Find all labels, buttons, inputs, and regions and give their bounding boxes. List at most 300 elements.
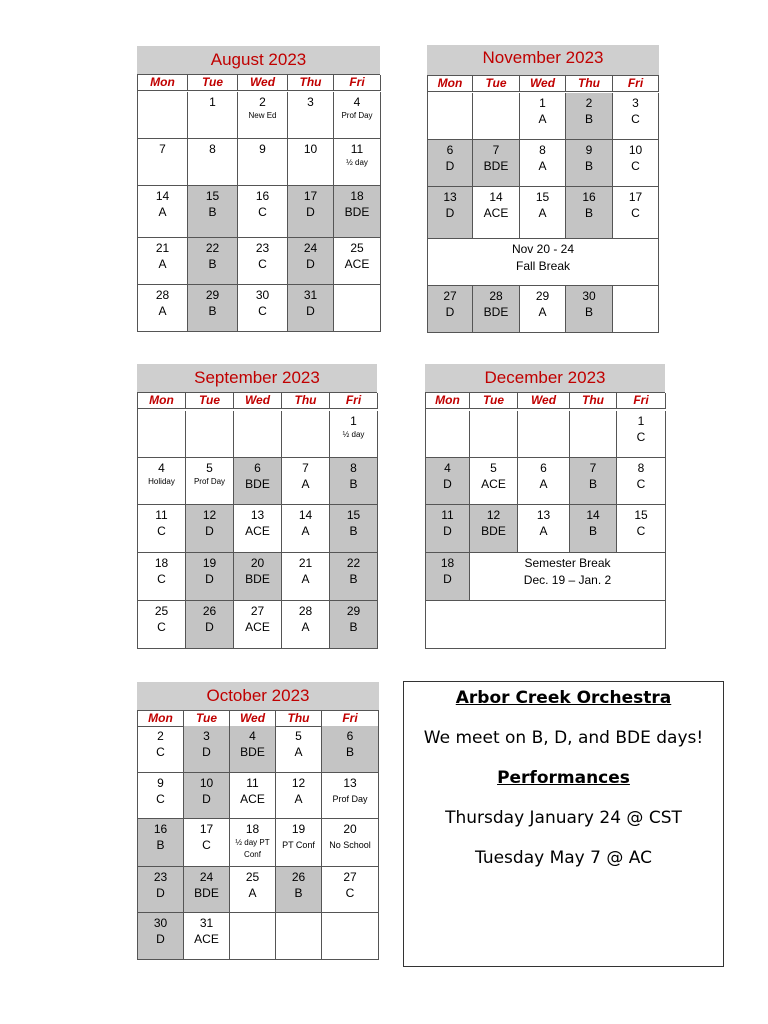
day-cell bbox=[238, 285, 288, 332]
day-number: 10 bbox=[199, 776, 214, 790]
day-header-tue: Tue bbox=[184, 711, 230, 727]
day-rotation-letter: B bbox=[208, 257, 217, 271]
day-number: 28 bbox=[155, 288, 170, 302]
day-number: 3 bbox=[307, 95, 314, 109]
day-cell bbox=[428, 93, 473, 140]
day-number: 29 bbox=[346, 604, 361, 618]
day-rotation-letter: D bbox=[156, 932, 165, 946]
day-number: 22 bbox=[205, 241, 220, 255]
day-number: 7 bbox=[302, 461, 309, 475]
day-cell bbox=[288, 238, 334, 285]
day-cell bbox=[230, 819, 276, 867]
day-number: 14 bbox=[155, 189, 170, 203]
day-number: 17 bbox=[199, 822, 214, 836]
day-number: 26 bbox=[202, 604, 217, 618]
day-rotation-letter: ACE bbox=[194, 932, 219, 946]
day-number: 2 bbox=[585, 96, 593, 110]
december-calendar bbox=[425, 364, 665, 649]
day-number: 6 bbox=[346, 729, 354, 743]
day-number: 14 bbox=[586, 508, 600, 522]
day-cell bbox=[617, 458, 666, 505]
september-grid bbox=[137, 392, 377, 649]
day-number: 28 bbox=[489, 289, 503, 303]
day-rotation-letter: BDE bbox=[240, 745, 265, 759]
day-cell bbox=[138, 726, 184, 773]
day-number: 31 bbox=[303, 288, 318, 302]
day-header-tue: Tue bbox=[473, 76, 520, 92]
day-rotation-letter: C bbox=[631, 159, 640, 173]
day-number: 31 bbox=[199, 916, 214, 930]
day-cell bbox=[234, 601, 282, 649]
day-cell bbox=[138, 92, 188, 139]
day-cell bbox=[428, 140, 473, 187]
day-rotation-letter: B bbox=[208, 205, 217, 219]
day-header-fri: Fri bbox=[613, 76, 659, 92]
day-number: 19 bbox=[202, 556, 217, 570]
day-cell bbox=[234, 553, 282, 601]
day-rotation-letter: C bbox=[345, 886, 355, 900]
day-number: 12 bbox=[291, 776, 306, 790]
day-header-fri: Fri bbox=[617, 393, 666, 409]
day-rotation-letter: B bbox=[349, 477, 358, 491]
day-cell bbox=[138, 411, 186, 458]
day-cell bbox=[188, 285, 238, 332]
day-cell bbox=[230, 867, 276, 913]
day-number: 5 bbox=[206, 461, 213, 475]
day-header-wed: Wed bbox=[238, 75, 288, 91]
day-number: 20 bbox=[343, 822, 357, 836]
day-header-wed: Wed bbox=[234, 393, 282, 409]
day-rotation-letter: C bbox=[258, 205, 267, 219]
day-number: 29 bbox=[205, 288, 220, 302]
day-number: 25 bbox=[154, 604, 169, 618]
day-cell bbox=[566, 187, 613, 239]
day-number: 15 bbox=[205, 189, 220, 203]
day-number: 23 bbox=[255, 241, 270, 255]
day-rotation-letter: A bbox=[539, 477, 548, 491]
day-cell bbox=[234, 505, 282, 553]
day-rotation-letter: A bbox=[248, 886, 257, 900]
day-number: 18 bbox=[350, 189, 364, 203]
day-note: PT Conf bbox=[282, 840, 315, 850]
day-number: 5 bbox=[295, 729, 302, 743]
day-cell bbox=[288, 92, 334, 139]
day-rotation-letter: C bbox=[156, 745, 165, 759]
day-note: ½ day bbox=[346, 158, 368, 167]
day-header-fri: Fri bbox=[330, 393, 378, 409]
august-grid bbox=[137, 74, 380, 332]
performances-heading: Performances bbox=[497, 768, 630, 788]
day-rotation-letter: D bbox=[202, 792, 211, 806]
day-cell bbox=[470, 505, 518, 553]
day-cell bbox=[473, 286, 520, 333]
day-rotation-letter: ACE bbox=[481, 477, 506, 491]
day-number: 2 bbox=[157, 729, 164, 743]
day-header-wed: Wed bbox=[520, 76, 566, 92]
day-cell bbox=[334, 285, 381, 332]
day-number: 9 bbox=[259, 142, 266, 156]
day-cell bbox=[322, 819, 379, 867]
day-cell bbox=[184, 773, 230, 819]
day-header-thu: Thu bbox=[276, 711, 322, 727]
day-rotation-letter: ACE bbox=[245, 524, 270, 538]
day-number: 13 bbox=[250, 508, 265, 522]
day-rotation-letter: A bbox=[158, 304, 167, 318]
day-number: 19 bbox=[291, 822, 306, 836]
day-rotation-letter: A bbox=[538, 305, 547, 319]
day-note: Prof Day bbox=[332, 794, 368, 804]
day-header-fri: Fri bbox=[322, 711, 379, 727]
day-number: 27 bbox=[443, 289, 457, 303]
day-rotation-letter: BDE bbox=[194, 886, 219, 900]
day-number: 21 bbox=[298, 556, 313, 570]
day-number: 4 bbox=[444, 461, 451, 475]
day-cell bbox=[188, 92, 238, 139]
day-rotation-letter: D bbox=[443, 572, 452, 586]
day-cell bbox=[230, 773, 276, 819]
day-cell bbox=[276, 913, 322, 960]
day-number: 5 bbox=[490, 461, 497, 475]
day-number: 11 bbox=[246, 776, 259, 790]
day-rotation-letter: ACE bbox=[245, 620, 270, 634]
day-header-mon: Mon bbox=[138, 711, 184, 727]
day-number: 3 bbox=[632, 96, 639, 110]
day-number: 7 bbox=[159, 142, 166, 156]
day-number: 26 bbox=[291, 870, 306, 884]
semester-break-dates: Dec. 19 – Jan. 2 bbox=[523, 573, 612, 587]
day-header-fri: Fri bbox=[334, 75, 381, 91]
day-cell bbox=[186, 553, 234, 601]
day-number: 17 bbox=[628, 190, 643, 204]
day-cell bbox=[322, 726, 379, 773]
day-cell bbox=[238, 238, 288, 285]
day-cell bbox=[330, 458, 378, 505]
day-cell bbox=[138, 773, 184, 819]
day-number: 15 bbox=[535, 190, 550, 204]
day-number: 12 bbox=[202, 508, 217, 522]
day-rotation-letter: BDE bbox=[481, 524, 506, 538]
november-title: November 2023 bbox=[427, 45, 659, 75]
day-number: 16 bbox=[153, 822, 168, 836]
day-cell bbox=[473, 140, 520, 187]
day-cell bbox=[288, 139, 334, 186]
day-number: 1 bbox=[637, 414, 645, 428]
day-cell bbox=[470, 411, 518, 458]
day-number: 3 bbox=[203, 729, 210, 743]
day-cell bbox=[238, 139, 288, 186]
day-header-mon: Mon bbox=[138, 75, 188, 91]
day-cell bbox=[234, 411, 282, 458]
day-cell bbox=[184, 913, 230, 960]
day-rotation-letter: BDE bbox=[344, 205, 370, 219]
day-number: 6 bbox=[540, 461, 547, 475]
day-number: 1 bbox=[539, 96, 546, 110]
day-cell bbox=[334, 186, 381, 238]
day-header-wed: Wed bbox=[230, 711, 276, 727]
day-rotation-letter: D bbox=[205, 524, 214, 538]
day-header-mon: Mon bbox=[426, 393, 470, 409]
day-number: 4 bbox=[158, 461, 165, 475]
day-rotation-letter: C bbox=[157, 572, 166, 586]
day-cell bbox=[138, 601, 186, 649]
day-rotation-letter: D bbox=[445, 305, 455, 319]
day-cell bbox=[518, 458, 570, 505]
day-rotation-letter: B bbox=[588, 524, 597, 538]
day-number: 18 bbox=[154, 556, 169, 570]
day-cell bbox=[138, 819, 184, 867]
day-rotation-letter: A bbox=[158, 257, 167, 271]
day-number: 8 bbox=[539, 143, 546, 157]
day-number: 14 bbox=[489, 190, 503, 204]
day-cell bbox=[566, 286, 613, 333]
day-number: 23 bbox=[153, 870, 168, 884]
day-number: 16 bbox=[255, 189, 270, 203]
day-cell bbox=[234, 458, 282, 505]
day-rotation-letter: A bbox=[301, 524, 310, 538]
day-header-tue: Tue bbox=[188, 75, 238, 91]
august-calendar bbox=[137, 46, 380, 332]
day-rotation-letter: B bbox=[588, 477, 597, 491]
day-cell bbox=[188, 238, 238, 285]
october-title: October 2023 bbox=[137, 682, 379, 710]
day-header-mon: Mon bbox=[138, 393, 186, 409]
day-cell bbox=[238, 186, 288, 238]
day-cell bbox=[276, 773, 322, 819]
day-cell bbox=[473, 93, 520, 140]
day-cell bbox=[426, 553, 470, 601]
day-cell bbox=[138, 505, 186, 553]
day-number: 8 bbox=[350, 461, 357, 475]
day-cell bbox=[184, 726, 230, 773]
day-cell bbox=[518, 411, 570, 458]
day-cell bbox=[518, 505, 570, 553]
semester-break-row bbox=[470, 553, 666, 601]
day-rotation-letter: A bbox=[294, 792, 303, 806]
day-cell bbox=[138, 553, 186, 601]
day-rotation-letter: C bbox=[157, 620, 166, 634]
day-cell bbox=[470, 458, 518, 505]
day-cell bbox=[520, 140, 566, 187]
day-rotation-letter: D bbox=[306, 205, 315, 219]
performance-2: Tuesday May 7 @ AC bbox=[475, 848, 652, 868]
day-note: Holiday bbox=[148, 477, 175, 486]
day-cell bbox=[188, 139, 238, 186]
day-cell bbox=[570, 411, 617, 458]
day-cell bbox=[570, 458, 617, 505]
day-cell bbox=[473, 187, 520, 239]
day-cell bbox=[138, 913, 184, 960]
performance-1: Thursday January 24 @ CST bbox=[445, 808, 682, 828]
day-cell bbox=[186, 458, 234, 505]
day-cell bbox=[334, 139, 381, 186]
day-rotation-letter: C bbox=[636, 477, 646, 491]
day-rotation-letter: C bbox=[631, 206, 640, 220]
day-number: 18 bbox=[245, 822, 260, 836]
day-rotation-letter: ACE bbox=[240, 792, 265, 806]
day-number: 8 bbox=[209, 142, 216, 156]
day-cell bbox=[613, 286, 659, 333]
day-number: 30 bbox=[153, 916, 168, 930]
day-cell bbox=[282, 601, 330, 649]
day-number: 30 bbox=[255, 288, 270, 302]
day-number: 10 bbox=[628, 143, 643, 157]
day-cell bbox=[186, 411, 234, 458]
day-number: 13 bbox=[536, 508, 551, 522]
day-number: 24 bbox=[303, 241, 318, 255]
day-number: 1 bbox=[209, 95, 216, 109]
day-number: 11 bbox=[441, 508, 454, 522]
day-rotation-letter: B bbox=[349, 524, 358, 538]
day-rotation-letter: B bbox=[208, 304, 217, 318]
day-note: Prof Day bbox=[341, 111, 373, 120]
day-number: 13 bbox=[443, 190, 457, 204]
day-note: New Ed bbox=[248, 111, 277, 120]
day-rotation-letter: A bbox=[158, 205, 167, 219]
day-cell bbox=[230, 726, 276, 773]
orchestra-info-box bbox=[403, 681, 724, 967]
semester-break-label: Semester Break bbox=[524, 556, 611, 570]
day-cell bbox=[520, 187, 566, 239]
fall-break-row bbox=[428, 239, 659, 286]
day-rotation-letter: C bbox=[631, 112, 640, 126]
october-calendar bbox=[137, 682, 379, 960]
day-number: 1 bbox=[350, 414, 357, 428]
day-cell bbox=[238, 92, 288, 139]
day-cell bbox=[282, 458, 330, 505]
day-cell bbox=[613, 187, 659, 239]
day-rotation-letter: BDE bbox=[483, 305, 509, 319]
day-rotation-letter: B bbox=[584, 206, 593, 220]
day-number: 24 bbox=[199, 870, 214, 884]
november-grid bbox=[427, 75, 659, 333]
day-number: 11 bbox=[350, 142, 364, 156]
october-grid bbox=[137, 710, 379, 960]
day-cell bbox=[520, 286, 566, 333]
day-cell bbox=[426, 505, 470, 553]
day-number: 17 bbox=[303, 189, 318, 203]
day-rotation-letter: A bbox=[301, 477, 310, 491]
day-cell bbox=[617, 505, 666, 553]
day-cell bbox=[138, 238, 188, 285]
day-number: 6 bbox=[446, 143, 454, 157]
day-rotation-letter: B bbox=[294, 886, 303, 900]
day-cell bbox=[322, 867, 379, 913]
day-cell bbox=[566, 93, 613, 140]
day-cell bbox=[428, 187, 473, 239]
day-rotation-letter: C bbox=[636, 430, 646, 444]
day-rotation-letter: B bbox=[584, 159, 593, 173]
day-rotation-letter: C bbox=[258, 257, 267, 271]
day-rotation-letter: ACE bbox=[344, 257, 370, 271]
day-number: 27 bbox=[343, 870, 357, 884]
day-cell bbox=[330, 411, 378, 458]
day-header-thu: Thu bbox=[282, 393, 330, 409]
day-header-thu: Thu bbox=[570, 393, 617, 409]
day-rotation-letter: B bbox=[584, 112, 593, 126]
day-number: 25 bbox=[245, 870, 260, 884]
orchestra-title: Arbor Creek Orchestra bbox=[455, 688, 672, 708]
day-number: 11 bbox=[155, 508, 168, 522]
day-number: 8 bbox=[637, 461, 645, 475]
day-rotation-letter: B bbox=[584, 305, 593, 319]
august-title: August 2023 bbox=[137, 46, 380, 74]
day-number: 6 bbox=[254, 461, 261, 475]
day-number: 10 bbox=[303, 142, 318, 156]
day-cell bbox=[230, 913, 276, 960]
day-rotation-letter: D bbox=[306, 304, 315, 318]
day-number: 15 bbox=[346, 508, 361, 522]
day-cell bbox=[570, 505, 617, 553]
day-note: ½ day PT Conf bbox=[235, 838, 270, 859]
day-rotation-letter: D bbox=[205, 572, 214, 586]
day-number: 29 bbox=[535, 289, 550, 303]
day-cell bbox=[282, 505, 330, 553]
day-number: 7 bbox=[589, 461, 597, 475]
day-header-wed: Wed bbox=[518, 393, 570, 409]
day-number: 7 bbox=[492, 143, 500, 157]
day-cell bbox=[288, 186, 334, 238]
december-grid bbox=[425, 392, 665, 649]
day-cell bbox=[426, 411, 470, 458]
day-number: 21 bbox=[155, 241, 170, 255]
day-note: ½ day bbox=[342, 430, 365, 439]
day-number: 4 bbox=[353, 95, 361, 109]
day-rotation-letter: BDE bbox=[245, 477, 270, 491]
empty-row bbox=[426, 601, 666, 649]
fall-break-dates: Nov 20 - 24 bbox=[511, 242, 575, 256]
day-rotation-letter: D bbox=[443, 477, 452, 491]
day-header-tue: Tue bbox=[470, 393, 518, 409]
day-number: 16 bbox=[582, 190, 596, 204]
day-rotation-letter: C bbox=[258, 304, 267, 318]
day-rotation-letter: A bbox=[538, 159, 547, 173]
day-number: 14 bbox=[298, 508, 313, 522]
day-cell bbox=[566, 140, 613, 187]
day-cell bbox=[188, 186, 238, 238]
day-rotation-letter: C bbox=[202, 838, 211, 852]
day-cell bbox=[276, 867, 322, 913]
day-number: 13 bbox=[343, 776, 357, 790]
november-calendar bbox=[427, 45, 659, 333]
day-number: 27 bbox=[250, 604, 265, 618]
day-rotation-letter: A bbox=[539, 524, 548, 538]
day-rotation-letter: A bbox=[538, 112, 547, 126]
day-cell bbox=[322, 773, 379, 819]
day-number: 20 bbox=[250, 556, 265, 570]
day-cell bbox=[186, 505, 234, 553]
day-cell bbox=[617, 411, 666, 458]
day-number: 4 bbox=[249, 729, 256, 743]
day-rotation-letter: D bbox=[306, 257, 315, 271]
day-rotation-letter: BDE bbox=[483, 159, 509, 173]
day-cell bbox=[334, 238, 381, 285]
day-cell bbox=[613, 93, 659, 140]
day-rotation-letter: D bbox=[156, 886, 165, 900]
day-cell bbox=[138, 458, 186, 505]
day-cell bbox=[322, 913, 379, 960]
day-cell bbox=[138, 867, 184, 913]
day-rotation-letter: B bbox=[349, 620, 358, 634]
day-rotation-letter: D bbox=[445, 206, 455, 220]
day-number: 12 bbox=[486, 508, 501, 522]
day-number: 30 bbox=[582, 289, 596, 303]
day-cell bbox=[184, 867, 230, 913]
day-number: 15 bbox=[634, 508, 648, 522]
day-header-thu: Thu bbox=[566, 76, 613, 92]
day-rotation-letter: C bbox=[157, 524, 166, 538]
day-cell bbox=[428, 286, 473, 333]
day-cell bbox=[184, 819, 230, 867]
